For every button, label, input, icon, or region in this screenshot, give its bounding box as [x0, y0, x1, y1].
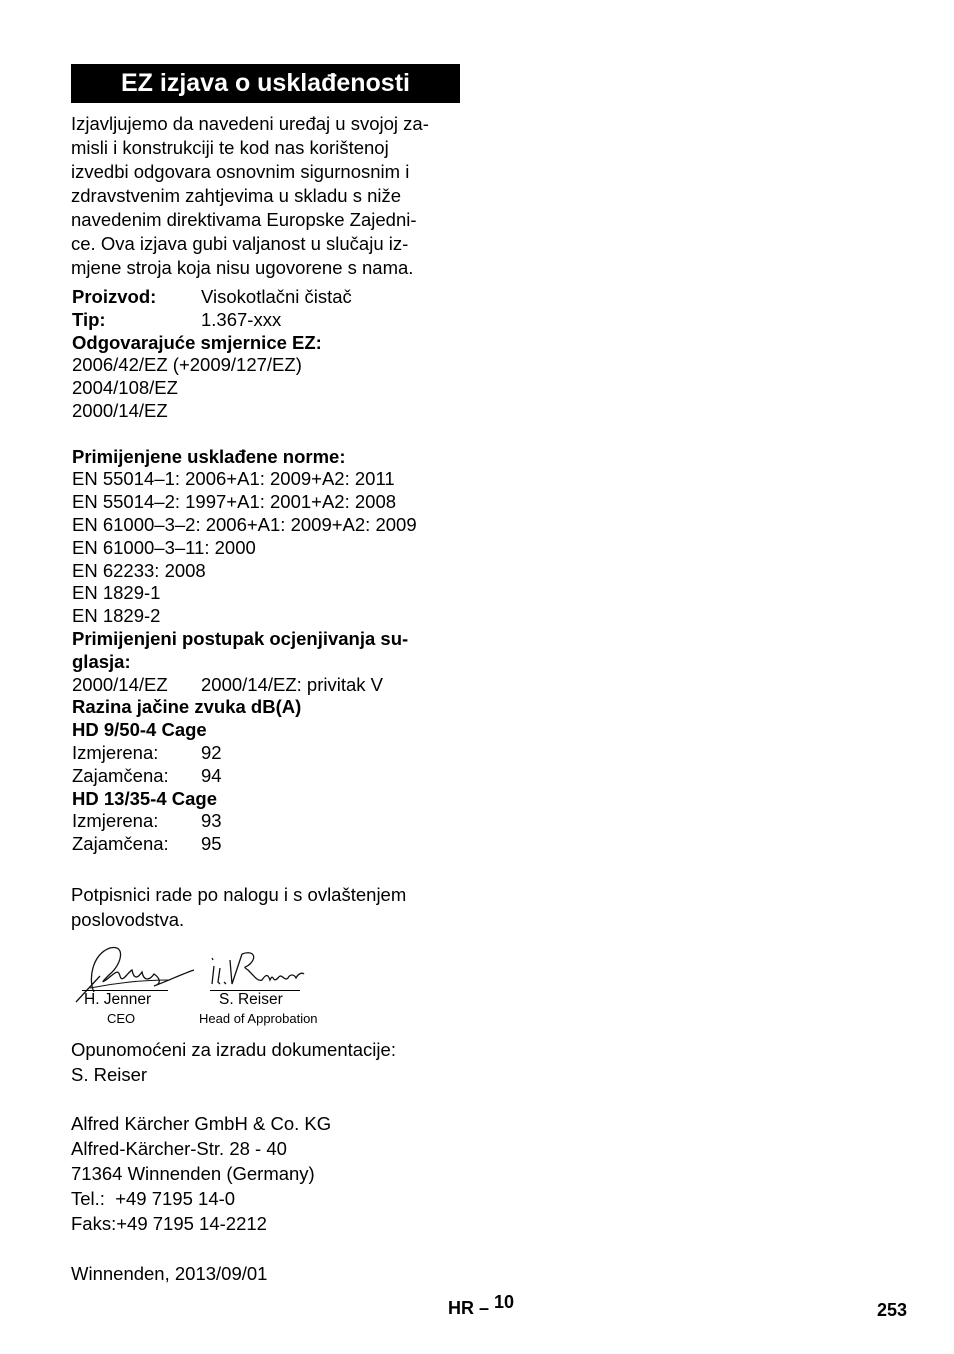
intro-line: ce. Ova izjava gubi valjanost u slučaju iz-: [71, 233, 409, 254]
signers-note: [71, 882, 406, 932]
intro-line: izvedbi odgovara osnovnim sigurnosnim i: [71, 161, 410, 182]
place-date: Winnenden, 2013/09/01: [71, 1263, 268, 1284]
norm-item: EN 55014–1: 2006+A1: 2009+A2: 2011: [72, 468, 395, 490]
norm-item: EN 61000–3–11: 2000: [72, 536, 256, 558]
directive-item: 2004/108/EZ: [72, 377, 178, 399]
intro-line: misli i konstrukciji te kod nas korištenoj: [71, 137, 389, 158]
address-line: Alfred-Kärcher-Str. 28 - 40: [71, 1138, 287, 1159]
measured-value: 93: [201, 810, 222, 832]
norm-item: EN 62233: 2008: [72, 559, 206, 581]
procedure-row: [72, 674, 472, 697]
signature-reiser: [208, 944, 308, 992]
product-row: [72, 286, 472, 309]
guaranteed-value: 94: [201, 764, 222, 786]
signer-role: CEO: [107, 1011, 136, 1026]
signer-name: H. Jenner: [84, 991, 152, 1008]
guaranteed-value: 95: [201, 833, 222, 855]
intro-paragraph: [71, 112, 466, 280]
intro-line: navedenim direktivama Europske Zajedni-: [71, 209, 417, 230]
norms-heading: Primijenjene usklađene norme:: [72, 445, 346, 467]
footer-lang: HR –: [448, 1298, 490, 1318]
signers-line: poslovodstva.: [71, 909, 185, 930]
sound-heading: Razina jačine zvuka dB(A): [72, 696, 302, 718]
guaranteed-row: [72, 765, 472, 788]
measured-label: Izmjerena:: [72, 810, 159, 832]
product-label: Proizvod:: [72, 286, 157, 307]
model-name: HD 9/50-4 Cage: [72, 719, 207, 741]
type-label: Tip:: [72, 308, 106, 330]
address-line: Faks:+49 7195 14-2212: [71, 1213, 267, 1234]
measured-value: 92: [201, 741, 222, 763]
signers-line: Potpisnici rade po nalogu i s ovlaštenjem: [71, 884, 407, 905]
signer-role: Head of Approbation: [199, 1011, 318, 1026]
type-row: [72, 309, 472, 332]
procedure-col2: 2000/14/EZ: privitak V: [201, 673, 384, 695]
norm-item: EN 1829-1: [72, 582, 161, 604]
documentation-authority: [71, 1037, 396, 1087]
guaranteed-label: Zajamčena:: [72, 764, 169, 786]
procedure-heading-line1: Primijenjeni postupak ocjenjivanja su-: [72, 627, 409, 649]
norm-item: EN 1829-2: [72, 605, 161, 627]
signer-name: S. Reiser: [219, 991, 283, 1008]
address-line: Tel.: +49 7195 14-0: [71, 1188, 236, 1209]
procedure-col1: 2000/14/EZ: [72, 673, 168, 695]
page-title: EZ izjava o usklađenosti: [71, 64, 460, 103]
norm-item: EN 61000–3–2: 2006+A1: 2009+A2: 2009: [72, 513, 417, 535]
address-line: 71364 Winnenden (Germany): [71, 1163, 315, 1184]
model-name: HD 13/35-4 Cage: [72, 787, 217, 809]
guaranteed-row: [72, 833, 472, 856]
directives-heading: Odgovarajuće smjernice EZ:: [72, 331, 322, 353]
company-address: [71, 1111, 331, 1236]
guaranteed-label: Zajamčena:: [72, 833, 169, 855]
measured-row: [72, 742, 472, 765]
procedure-heading-line2: glasja:: [72, 650, 131, 672]
address-line: Alfred Kärcher GmbH & Co. KG: [71, 1113, 332, 1134]
norm-item: EN 55014–2: 1997+A1: 2001+A2: 2008: [72, 491, 397, 513]
measured-row: [72, 810, 472, 833]
type-value: 1.367-xxx: [201, 308, 282, 330]
doc-auth-line: Opunomoćeni za izradu dokumentacije:: [71, 1039, 396, 1060]
directive-item: 2006/42/EZ (+2009/127/EZ): [72, 354, 302, 376]
product-value: Visokotlačni čistač: [201, 286, 352, 307]
measured-label: Izmjerena:: [72, 741, 159, 763]
intro-line: zdravstvenim zahtjevima u skladu s niže: [71, 185, 402, 206]
intro-line: mjene stroja koja nisu ugovorene s nama.: [71, 257, 414, 278]
declaration-details: [72, 286, 472, 856]
page-number: 253: [877, 1300, 908, 1320]
doc-auth-line: S. Reiser: [71, 1064, 148, 1085]
intro-line: Izjavljujemo da navedeni uređaj u svojoj za-: [71, 113, 429, 134]
directive-item: 2000/14/EZ: [72, 399, 168, 421]
footer-section: [448, 1292, 515, 1319]
footer-section-page: 10: [494, 1292, 515, 1312]
